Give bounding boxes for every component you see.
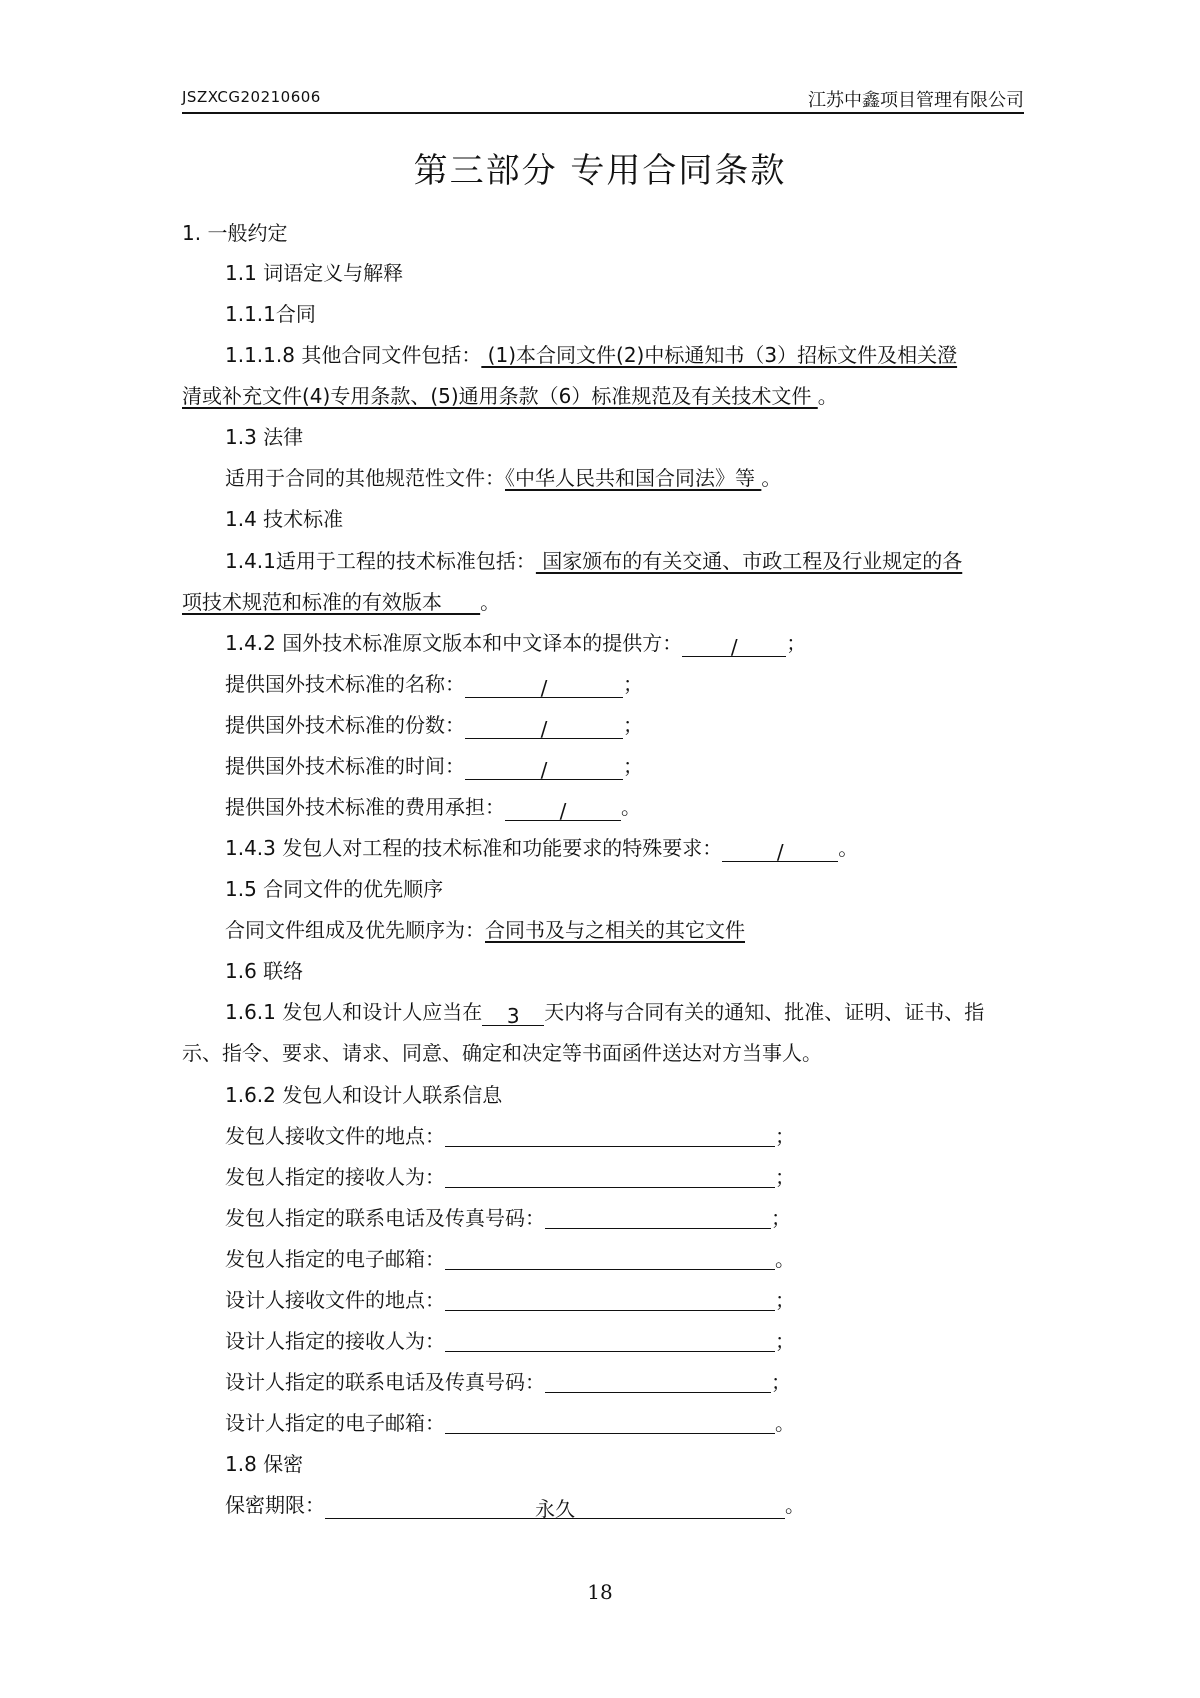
- clause-value: /: [682, 634, 786, 657]
- clause-value: 《中华人民共和国合同法》等: [505, 466, 762, 490]
- contact-blank: [445, 1411, 775, 1434]
- clause-text: 天内将与合同有关的通知、批准、证明、证书、指: [544, 1000, 985, 1024]
- section-1-6-heading: 1.6 联络: [225, 959, 304, 983]
- contact-label: 发包人指定的接收人为：: [225, 1165, 445, 1189]
- contact-line: [225, 1123, 795, 1149]
- contact-line: [225, 1164, 795, 1190]
- contact-line: [225, 1328, 795, 1354]
- clause-1-1-1-8: [225, 342, 957, 368]
- contact-blank: [445, 1165, 775, 1188]
- clause-label: 1.4.3 发包人对工程的技术标准和功能要求的特殊要求：: [225, 836, 723, 860]
- contact-blank: [545, 1206, 771, 1229]
- page-title: 第三部分 专用合同条款: [413, 151, 787, 191]
- section-1-4-heading: 1.4 技术标准: [225, 507, 344, 531]
- contact-label: 发包人接收文件的地点：: [225, 1124, 445, 1148]
- clause-text: 1.6.1 发包人和设计人应当在: [225, 1000, 483, 1024]
- contact-end: ；: [771, 1206, 791, 1230]
- contact-end: ；: [775, 1288, 795, 1312]
- clause-label: 1.1.1.8 其他合同文件包括：: [225, 343, 482, 367]
- field-value: /: [465, 716, 623, 739]
- page-number: 18: [587, 1580, 613, 1604]
- clause-end: 。: [785, 1493, 805, 1517]
- clause-1-4-2: [225, 630, 806, 657]
- field-end: ；: [623, 672, 643, 696]
- contact-line: [225, 1410, 795, 1436]
- field-value: /: [465, 757, 623, 780]
- contact-blank: [445, 1247, 775, 1270]
- clause-1-8: [225, 1492, 805, 1519]
- clause-1-4-1: [225, 548, 962, 574]
- field-end: ；: [623, 754, 643, 778]
- clause-value: /: [722, 839, 838, 862]
- section-1-1-heading: 1.1 词语定义与解释: [225, 261, 404, 285]
- clause-end: 。: [480, 590, 501, 614]
- contact-blank: [445, 1329, 775, 1352]
- days-value: 3: [482, 1003, 544, 1026]
- clause-label: 合同文件组成及优先顺序为：: [225, 918, 485, 942]
- clause-label: 保密期限：: [225, 1493, 325, 1517]
- section-1-heading: 1. 一般约定: [182, 221, 288, 245]
- clause-1-6-1: [225, 999, 984, 1026]
- clause-end: 。: [838, 836, 859, 860]
- clause-1-4-1-cont: [182, 589, 500, 615]
- contact-label: 发包人指定的电子邮箱：: [225, 1247, 445, 1271]
- contact-blank: [545, 1370, 771, 1393]
- section-1-5-heading: 1.5 合同文件的优先顺序: [225, 877, 444, 901]
- contact-end: ；: [775, 1329, 795, 1353]
- clause-value: 国家颁布的有关交通、市政工程及行业规定的各: [535, 549, 963, 573]
- contact-label: 设计人指定的接收人为：: [225, 1329, 445, 1353]
- field-label: 提供国外技术标准的份数：: [225, 713, 465, 737]
- field-label: 提供国外技术标准的名称：: [225, 672, 465, 696]
- contact-line: [225, 1369, 791, 1395]
- contact-blank: [445, 1288, 775, 1311]
- section-1-8-heading: 1.8 保密: [225, 1452, 304, 1476]
- contact-line: [225, 1287, 795, 1313]
- clause-1-6-1-cont: 示、指令、要求、请求、同意、确定和决定等书面函件送达对方当事人。: [182, 1041, 822, 1065]
- contact-line: [225, 1246, 795, 1272]
- contact-blank: [445, 1124, 775, 1147]
- clause-1-3: [225, 465, 781, 491]
- contact-end: ；: [775, 1165, 795, 1189]
- contact-label: 设计人指定的电子邮箱：: [225, 1411, 445, 1435]
- standard-copies-line: [225, 712, 643, 739]
- clause-value: (1)本合同文件(2)中标通知书（3）招标文件及相关澄: [481, 343, 958, 367]
- contact-label: 发包人指定的联系电话及传真号码：: [225, 1206, 545, 1230]
- clause-label: 适用于合同的其他规范性文件：: [225, 466, 505, 490]
- header-rule: [182, 112, 1024, 114]
- clause-value: 项技术规范和标准的有效版本: [182, 590, 481, 614]
- field-label: 提供国外技术标准的时间：: [225, 754, 465, 778]
- field-end: ；: [623, 713, 643, 737]
- field-end: 。: [621, 795, 641, 819]
- header-company: 江苏中鑫项目管理有限公司: [808, 90, 1024, 111]
- field-value: /: [465, 675, 623, 698]
- clause-1-4-3: [225, 835, 858, 862]
- contact-label: 设计人接收文件的地点：: [225, 1288, 445, 1312]
- clause-value: 合同书及与之相关的其它文件: [485, 918, 745, 942]
- header-code: JSZXCG20210606: [182, 88, 321, 106]
- contact-end: 。: [775, 1411, 795, 1435]
- clause-end: 。: [817, 384, 838, 408]
- clause-1-6-2: 1.6.2 发包人和设计人联系信息: [225, 1083, 503, 1107]
- contact-end: ；: [771, 1370, 791, 1394]
- section-1-1-1-heading: 1.1.1合同: [225, 302, 316, 326]
- contact-line: [225, 1205, 791, 1231]
- contact-end: 。: [775, 1247, 795, 1271]
- contact-end: ；: [775, 1124, 795, 1148]
- clause-label: 1.4.2 国外技术标准原文版本和中文译本的提供方：: [225, 631, 683, 655]
- standard-name-line: [225, 671, 643, 698]
- standard-cost-line: [225, 794, 641, 821]
- clause-1-1-1-8-cont: [182, 383, 838, 409]
- field-label: 提供国外技术标准的费用承担：: [225, 795, 505, 819]
- section-1-3-heading: 1.3 法律: [225, 425, 304, 449]
- standard-time-line: [225, 753, 643, 780]
- clause-value: 清或补充文件(4)专用条款、(5)通用条款（6）标准规范及有关技术文件: [182, 384, 818, 408]
- clause-end: ；: [786, 631, 807, 655]
- clause-value: 永久: [325, 1496, 785, 1519]
- clause-label: 1.4.1适用于工程的技术标准包括：: [225, 549, 536, 573]
- contact-label: 设计人指定的联系电话及传真号码：: [225, 1370, 545, 1394]
- clause-1-5: [225, 917, 745, 943]
- clause-end: 。: [761, 466, 782, 490]
- field-value: /: [505, 798, 621, 821]
